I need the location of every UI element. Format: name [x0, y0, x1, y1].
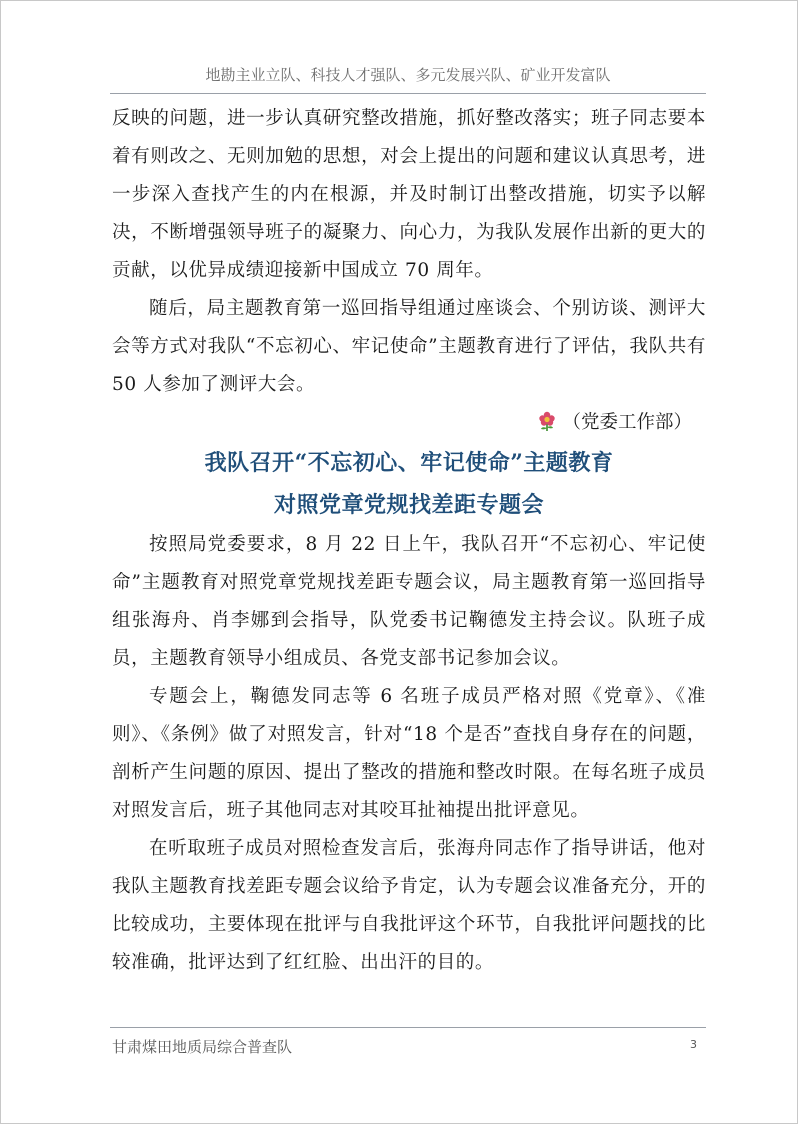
page-number: 3 [690, 1038, 697, 1051]
article2-title-line2: 对照党章党规找差距专题会 [273, 492, 544, 518]
page-header-slogan: 地勘主业立队、科技人才强队、多元发展兴队、矿业开发富队 [205, 66, 611, 84]
article2-title-line1: 我队召开“不忘初心、牢记使命”主题教育 [204, 450, 614, 476]
footer-organization: 甘肃煤田地质局综合普查队 [112, 1038, 293, 1056]
article1-signature-line [112, 404, 706, 442]
article1-paragraph-2: 随后，局主题教育第一巡回指导组通过座谈会、个别访谈、测评大会等方式对我队“不忘初心、牢记使命”主题教育进行了评估，我队共有 50 人参加了测评大会。 [112, 298, 706, 395]
flower-icon [536, 410, 558, 432]
page-content [112, 100, 706, 982]
article1-signature: （党委工作部） [562, 412, 692, 433]
footer-divider [110, 1027, 706, 1028]
article2-paragraph-3: 在听取班子成员对照检查发言后，张海舟同志作了指导讲话，他对我队主题教育找差距专题会议给予肯定，认为专题会议准备充分，开的比较成功，主要体现在批评与自我批评这个环节，自我批评问题找的比较准确，批评达到了红红脸、出出汗的目的。 [112, 838, 706, 973]
header-divider [110, 93, 706, 94]
article1-paragraph-1: 反映的问题，进一步认真研究整改措施，抓好整改落实；班子同志要本着有则改之、无则加勉的思想，对会上提出的问题和建议认真思考，进一步深入查找产生的内在根源，并及时制订出整改措施，切实予以解决，不断增强领导班子的凝聚力、向心力，为我队发展作出新的更大的贡献，以优异成绩迎接新中国成立 70 周年。 [112, 108, 706, 281]
article2-paragraph-2: 专题会上，鞠德发同志等 6 名班子成员严格对照《党章》、《准则》、《条例》做了对照发言，针对“18 个是否”查找自身存在的问题，剖析产生问题的原因、提出了整改的措施和整改时限。在每名班子成员对照发言后，班子其他同志对其咬耳扯袖提出批评意见。 [112, 686, 706, 821]
article2-paragraph-1: 按照局党委要求，8 月 22 日上午，我队召开“不忘初心、牢记使命”主题教育对照党章党规找差距专题会议，局主题教育第一巡回指导组张海舟、肖李娜到会指导，队党委书记鞠德发主持会议。队班子成员，主题教育领导小组成员、各党支部书记参加会议。 [112, 534, 706, 669]
